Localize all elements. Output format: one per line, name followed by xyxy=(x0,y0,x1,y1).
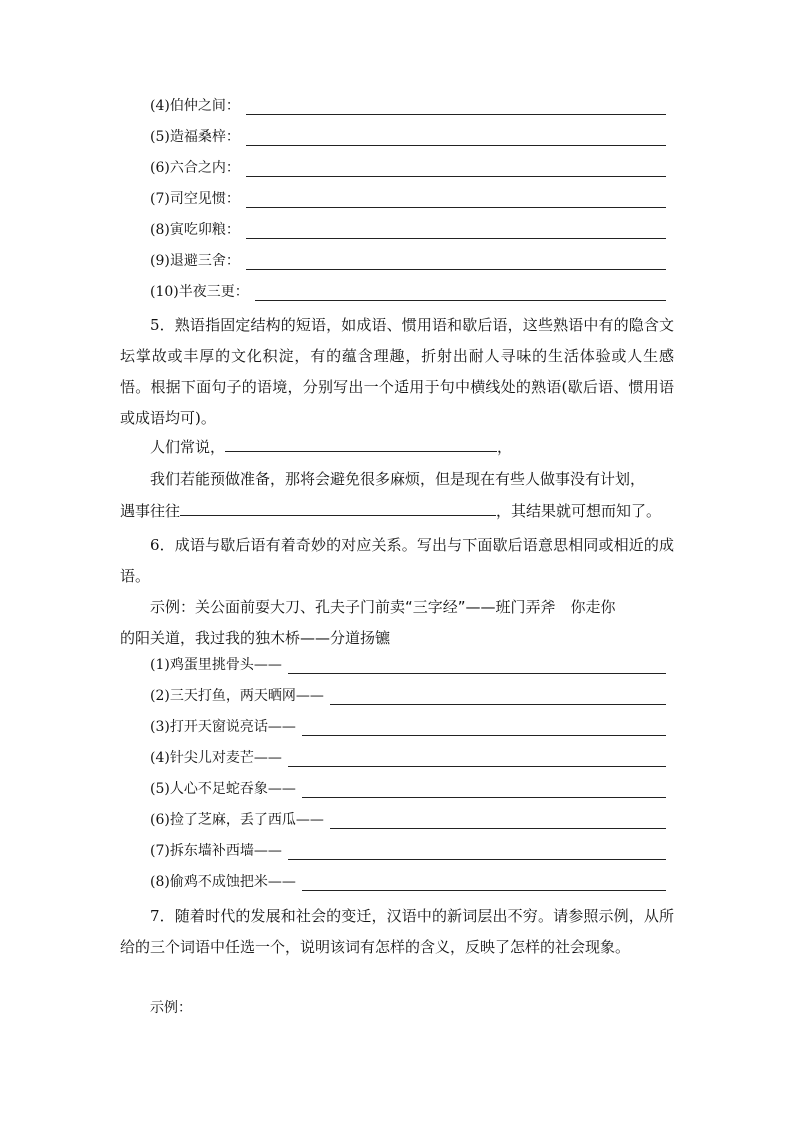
fill-item xyxy=(150,687,666,705)
answer-blank[interactable] xyxy=(302,721,666,736)
fill-item xyxy=(150,190,666,208)
fill-item xyxy=(150,656,666,674)
item-label: (7)司空见惯： xyxy=(150,191,240,207)
q6-example-line-1 xyxy=(150,596,616,618)
answer-blank[interactable] xyxy=(330,690,666,705)
question-7-text: 7．随着时代的发展和社会的变迁，汉语中的新词层出不穷。请参照示例，从所给的三个词语中任选一个，说明该词有怎样的含义，反映了怎样的社会现象。 xyxy=(120,907,674,956)
fill-item xyxy=(150,780,666,798)
answer-blank[interactable] xyxy=(255,286,666,301)
question-6 xyxy=(120,530,674,592)
question-7 xyxy=(120,901,674,963)
item-label: (10)半夜三更： xyxy=(150,284,249,300)
q6-example-text-1: 示例：关公面前耍大刀、孔夫子门前卖“三字经”——班门弄斧 你走你 xyxy=(150,598,616,616)
item-label: (6)捡了芝麻，丢了西瓜—— xyxy=(150,812,324,828)
fill-item xyxy=(150,749,666,767)
answer-blank[interactable] xyxy=(246,193,666,208)
answer-blank[interactable] xyxy=(225,437,497,452)
item-label: (1)鸡蛋里挑骨头—— xyxy=(150,657,282,673)
fill-item xyxy=(150,159,666,177)
q5-s1-suffix: ， xyxy=(497,438,513,456)
answer-blank[interactable] xyxy=(288,752,666,767)
fill-item xyxy=(150,252,666,270)
q5-sentence-2-line-1 xyxy=(150,468,645,490)
fill-item xyxy=(150,811,666,829)
item-label: (9)退避三舍： xyxy=(150,253,240,269)
answer-blank[interactable] xyxy=(246,131,666,146)
item-label: (7)拆东墙补西墙—— xyxy=(150,843,282,859)
q5-s2-line1: 我们若能预做准备，那将会避免很多麻烦，但是现在有些人做事没有计划， xyxy=(150,470,646,488)
answer-blank[interactable] xyxy=(330,814,666,829)
answer-blank[interactable] xyxy=(180,501,496,516)
answer-blank[interactable] xyxy=(288,659,666,674)
answer-blank[interactable] xyxy=(302,876,666,891)
item-label: (4)针尖儿对麦芒—— xyxy=(150,750,282,766)
question-5-text: 5．熟语指固定结构的短语，如成语、惯用语和歇后语，这些熟语中有的隐含文坛掌故或丰厚的文化积淀，有的蕴含理趣，折射出耐人寻味的生活体验或人生感悟。根据下面句子的语境，分别写出一个适用于句中横线处的熟语(歇后语、惯用语或成语均可)。 xyxy=(120,316,674,427)
q5-sentence-1 xyxy=(150,436,512,458)
fill-item xyxy=(150,97,666,115)
q7-example-text: 示例： xyxy=(150,1000,192,1016)
item-label: (3)打开天窗说亮话—— xyxy=(150,719,296,735)
q6-example-text-2: 的阳关道，我过我的独木桥——分道扬镳 xyxy=(120,629,391,647)
question-5 xyxy=(120,310,674,434)
q6-example-line-2 xyxy=(120,627,390,649)
answer-blank[interactable] xyxy=(246,162,666,177)
answer-blank[interactable] xyxy=(246,224,666,239)
fill-item xyxy=(150,718,666,736)
q5-sentence-2-line-2 xyxy=(120,500,661,522)
fill-item xyxy=(150,873,666,891)
item-label: (5)人心不足蛇吞象—— xyxy=(150,781,296,797)
fill-item xyxy=(150,842,666,860)
answer-blank[interactable] xyxy=(302,783,666,798)
item-label: (6)六合之内： xyxy=(150,160,240,176)
item-label: (8)偷鸡不成蚀把米—— xyxy=(150,874,296,890)
item-label: (8)寅吃卯粮： xyxy=(150,222,240,238)
fill-item xyxy=(150,128,666,146)
answer-blank[interactable] xyxy=(288,845,666,860)
answer-blank[interactable] xyxy=(246,255,666,270)
fill-item xyxy=(150,221,666,239)
q5-s2-prefix: 遇事往往 xyxy=(120,502,181,520)
question-6-text: 6．成语与歇后语有着奇妙的对应关系。写出与下面歇后语意思相同或相近的成语。 xyxy=(120,536,674,585)
q5-s2-suffix: ，其结果就可想而知了。 xyxy=(496,502,662,520)
item-label: (5)造福桑梓： xyxy=(150,129,240,145)
q5-s1-prefix: 人们常说， xyxy=(150,438,226,456)
answer-blank[interactable] xyxy=(246,100,666,115)
item-label: (4)伯仲之间： xyxy=(150,98,240,114)
q7-example-label xyxy=(150,997,192,1019)
fill-item xyxy=(150,283,666,301)
item-label: (2)三天打鱼，两天晒网—— xyxy=(150,688,324,704)
